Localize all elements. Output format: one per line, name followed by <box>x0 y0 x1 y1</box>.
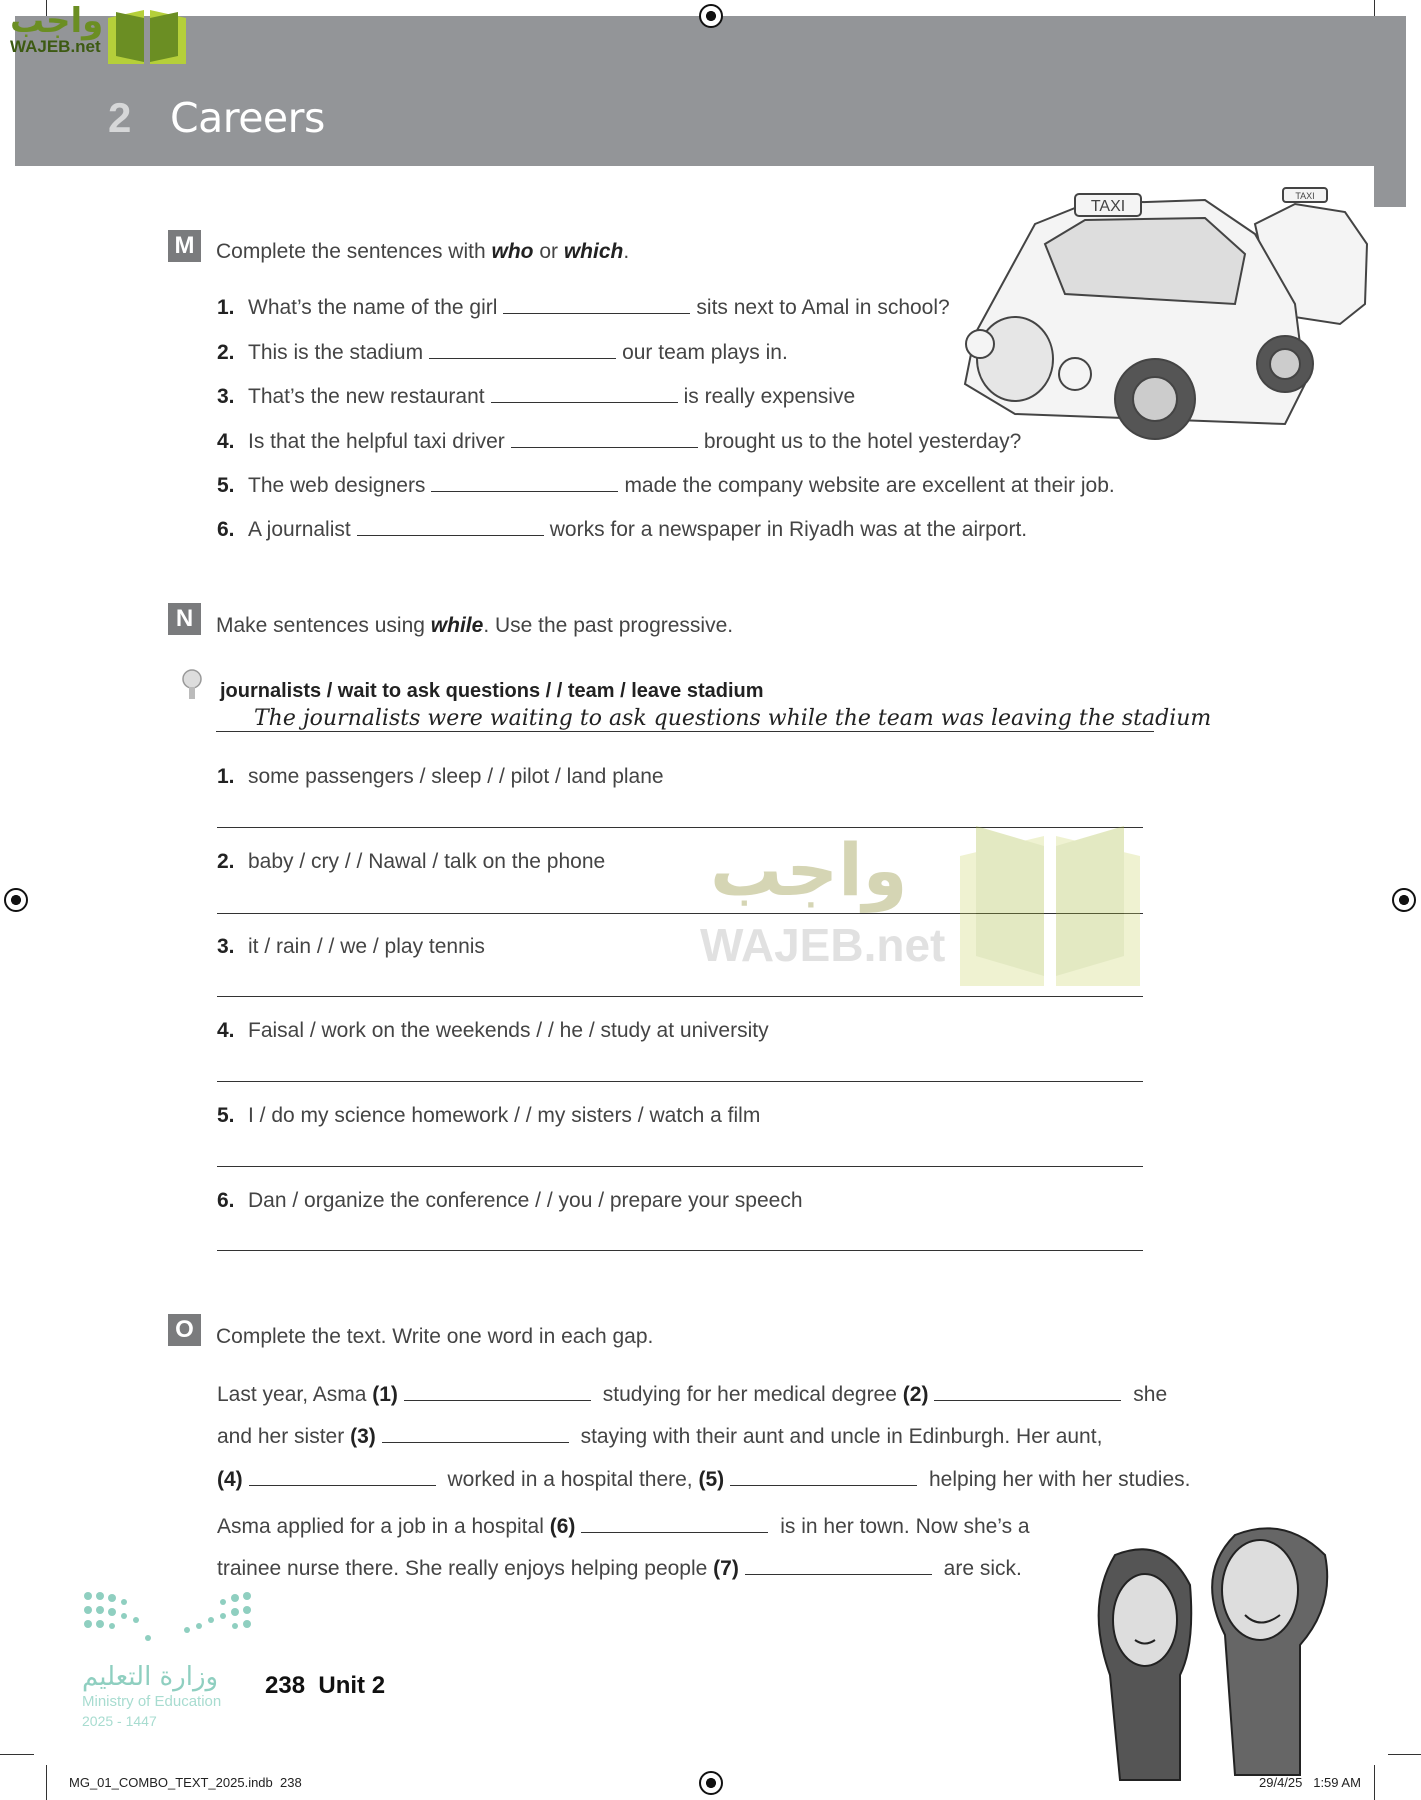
ministry-logo <box>82 1590 257 1731</box>
paragraph-line: Last year, Asma (1) studying for her medical degree (2) she <box>217 1383 1168 1406</box>
exercise-item: 1. some passengers / sleep / / pilot / land plane <box>217 765 664 788</box>
exercise-item: 6. Dan / organize the conference / / you / prepare your speech <box>217 1189 803 1212</box>
registration-target-icon <box>699 1771 723 1795</box>
exercise-item: 5. The web designers made the company website are excellent at their job. <box>217 474 1115 497</box>
answer-blank[interactable] <box>491 385 678 403</box>
watermark-arabic: واجب <box>710 828 908 912</box>
answer-line[interactable] <box>217 1166 1143 1167</box>
gap-blank[interactable] <box>249 1468 436 1486</box>
ministry-years: 2025 - 1447 <box>82 1713 157 1729</box>
exercise-item: 4. Faisal / work on the weekends / / he / study at university <box>217 1019 769 1042</box>
answer-blank[interactable] <box>429 341 616 359</box>
answer-line[interactable] <box>217 1081 1143 1082</box>
crop-mark <box>1374 1765 1375 1800</box>
ministry-arabic: وزارة التعليم <box>82 1662 219 1692</box>
answer-line[interactable] <box>217 1250 1143 1251</box>
ministry-dots-icon <box>82 1590 257 1650</box>
exercise-item: 5. I / do my science homework / / my sisters / watch a film <box>217 1104 761 1127</box>
registration-target-icon <box>699 4 723 28</box>
wajeb-logo[interactable] <box>10 1 104 56</box>
taxi-sign: TAXI <box>1295 191 1315 201</box>
header-band <box>15 16 1406 166</box>
registration-target-icon <box>4 888 28 912</box>
gap-blank[interactable] <box>745 1557 932 1575</box>
gap-blank[interactable] <box>934 1383 1121 1401</box>
example-answer: The journalists were waiting to ask questions while the team was leaving the stadium <box>216 706 1154 732</box>
answer-blank[interactable] <box>503 296 690 314</box>
page-label: 238 Unit 2 <box>265 1672 386 1699</box>
header-tab <box>1374 16 1406 207</box>
gap-blank[interactable] <box>382 1425 569 1443</box>
unit-title: Careers <box>170 94 325 142</box>
exercise-item: 3. That’s the new restaurant is really expensive <box>217 385 856 408</box>
footer-date: 29/4/25 1:59 AM <box>1259 1775 1361 1790</box>
answer-blank[interactable] <box>357 518 544 536</box>
crop-mark <box>1388 1754 1421 1755</box>
crop-mark <box>0 1754 34 1755</box>
lightbulb-icon <box>180 668 204 704</box>
paragraph-line: Asma applied for a job in a hospital (6) is in her town. Now she’s a <box>217 1515 1030 1538</box>
logo-text: WAJEB.net <box>10 37 101 56</box>
paragraph-line: trainee nurse there. She really enjoys helping people (7) are sick. <box>217 1557 1022 1580</box>
section-badge-m: M <box>168 230 201 262</box>
taxi-illustration <box>955 184 1373 460</box>
section-m-instruction: Complete the sentences with who or which. <box>216 240 630 263</box>
paragraph-line: and her sister (3) staying with their aunt and uncle in Edinburgh. Her aunt, <box>217 1425 1103 1448</box>
exercise-item: 6. A journalist works for a newspaper in Riyadh was at the airport. <box>217 518 1028 541</box>
watermark-book-icon <box>960 816 1140 986</box>
section-badge-n: N <box>168 603 201 635</box>
watermark <box>700 828 946 971</box>
paragraph-line: (4) worked in a hospital there, (5) helping her with her studies. <box>217 1468 1191 1491</box>
exercise-item: 3. it / rain / / we / play tennis <box>217 935 485 958</box>
section-o-instruction: Complete the text. Write one word in each gap. <box>216 1325 654 1348</box>
crop-mark <box>46 1765 47 1800</box>
exercise-item: 2. baby / cry / / Nawal / talk on the phone <box>217 850 606 873</box>
gap-blank[interactable] <box>404 1383 591 1401</box>
gap-blank[interactable] <box>581 1515 768 1533</box>
gap-blank[interactable] <box>730 1468 917 1486</box>
section-n-instruction: Make sentences using while. Use the past progressive. <box>216 614 734 637</box>
logo-arabic: واجب <box>10 1 104 41</box>
exercise-item: 2. This is the stadium our team plays in. <box>217 341 788 364</box>
unit-number: 2 <box>108 94 132 141</box>
registration-target-icon <box>1392 888 1416 912</box>
exercise-item: 1. What’s the name of the girl sits next to Amal in school? <box>217 296 950 319</box>
answer-blank[interactable] <box>431 474 618 492</box>
answer-line[interactable] <box>217 996 1143 997</box>
taxi-sign: TAXI <box>1090 198 1126 215</box>
watermark-text: WAJEB.net <box>700 919 946 971</box>
ministry-english: Ministry of Education <box>82 1693 222 1710</box>
answer-blank[interactable] <box>511 430 698 448</box>
footer-file: MG_01_COMBO_TEXT_2025.indb 238 <box>69 1775 302 1790</box>
book-logo-icon <box>106 4 188 66</box>
section-badge-o: O <box>168 1314 201 1346</box>
exercise-item: 4. Is that the helpful taxi driver brought us to the hotel yesterday? <box>217 430 1022 453</box>
girls-illustration <box>1085 1515 1340 1785</box>
example-prompt: journalists / wait to ask questions / / team / leave stadium <box>220 680 764 702</box>
